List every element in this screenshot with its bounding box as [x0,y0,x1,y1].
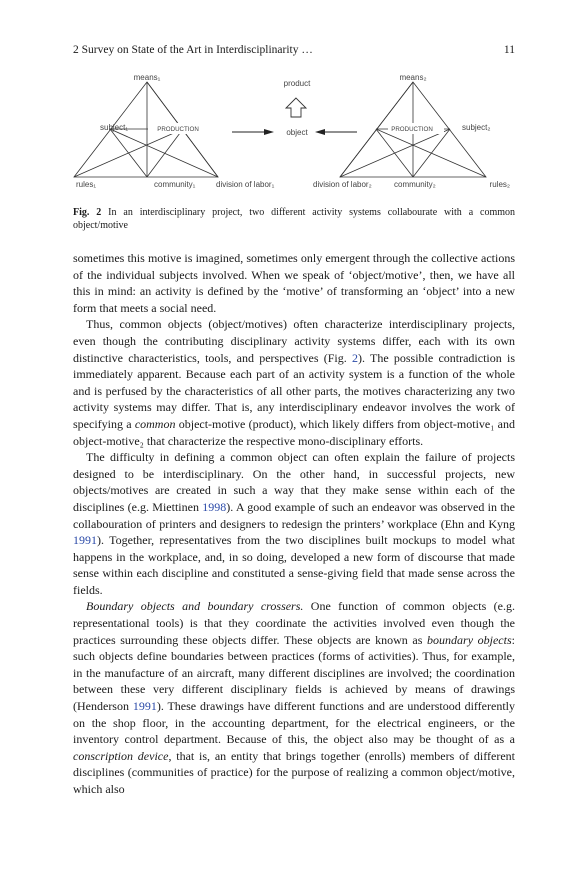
figure-reference-link[interactable]: 2 [351,350,358,365]
subject-2-label: subject₂ [462,123,491,132]
subject-1-label: subject₁ [100,123,129,132]
production-1-label: PRODUCTION [157,126,199,133]
product-arrow [286,98,306,117]
production-2-label: PRODUCTION [391,126,433,133]
citation-link-henderson[interactable]: 1991 [132,699,157,714]
division-1-label: division of labor₁ [216,180,275,189]
body-text [73,250,515,798]
division-2-label: division of labor₂ [313,180,372,189]
rules-2-label: rules₂ [489,180,510,189]
community-2-label: community₂ [394,180,436,189]
paragraph-3: The difficulty in defining a common object can often explain the failure of projects designed to be interdisciplinary. On the other hand, in successful projects, new objects/motives are created in such a way that they make sense within each of the disciplines (e.g. Miettinen 1998). A good example of such an endeavor was observed in the collabouration of printers and designers to redesign the printers’ workplace (Ehn and Kyng 1991). Together, representatives from the two disciplines built mockups to model what happens in the workplace, and, in so doing, developed a new form of discourse that made sense within each discipline and constituted a sense-giving field that made sense across the fields. [73,450,515,597]
caption-label: Fig. 2 [73,207,102,218]
caption-text: In an interdisciplinary project, two different activity systems collabourate with a common object/motive [73,207,516,231]
arrow-head-right [315,129,325,135]
paragraph-2: Thus, common objects (object/motives) often characterize interdisciplinary projects, even though the contributing disciplinary activity systems differ, each with its own distinctive characteristics, tools, and perspectives (Fig. 2). The possible contradiction is immediately apparent. Because each part of an activity system is a function of the whole and is perfused by the characteristics of all other parts, the motives characterizing any two activity systems may differ. That is, any interdisciplinary endeavor involves the work of specifying a common object-motive (product), which likely differs from object-motive₁ and object-motive₂ that characterize the respective mono-disciplinary efforts. [73,317,516,448]
activity-systems-figure [70,72,520,198]
citation-link-ehn-kyng[interactable]: 1991 [73,533,97,548]
running-header [73,44,515,62]
figure-diagram [70,72,520,198]
rules-1-label: rules₁ [76,180,97,189]
running-title: 2 Survey on State of the Art in Interdisciplinarity … [73,44,313,56]
paragraph-1: sometimes this motive is imagined, sometimes only emergent through the collective actions of the individual subjects involved. When we speak of ‘object/motive’, then, we have all this in mind: an activity is defined by the ‘motive’ of transforming an ‘object’ into a new form that meets a social need. [73,251,515,315]
citation-link-miettinen[interactable]: 1998 [202,499,227,514]
figure-caption [73,206,515,232]
community-1-label: community₁ [154,180,196,189]
means-1-label: means₁ [133,73,161,82]
paragraph-4: Boundary objects and boundary crossers. One function of common objects (e.g. representational tools) is that they coordinate the activities involved even though the practices surrounding these objects differ. These objects are known as boundary objects: such objects define boundaries between practices (forms of activities). Thus, for example, in the manufacture of an aircraft, many different disciplines are involved; the coordination between these very different disciplinary fields is achieved by means of drawings (Henderson 1991). These drawings have different functions and are understood differently on the shop floor, in the accounting department, for the electrical engineers, or the inventory control department. Because of this, the object also may be thought of as a conscription device, that is, an entity that brings together (enrolls) members of different disciplines (communities of practice) for the purpose of realizing a common object/motive, which also [73,599,515,796]
means-2-label: means₂ [399,73,427,82]
object-label: object [286,128,308,137]
arrow-head-left [264,129,274,135]
product-label: product [283,79,311,88]
subsection-heading: Boundary objects and boundary crossers. [86,599,304,614]
page-number: 11 [503,44,515,56]
